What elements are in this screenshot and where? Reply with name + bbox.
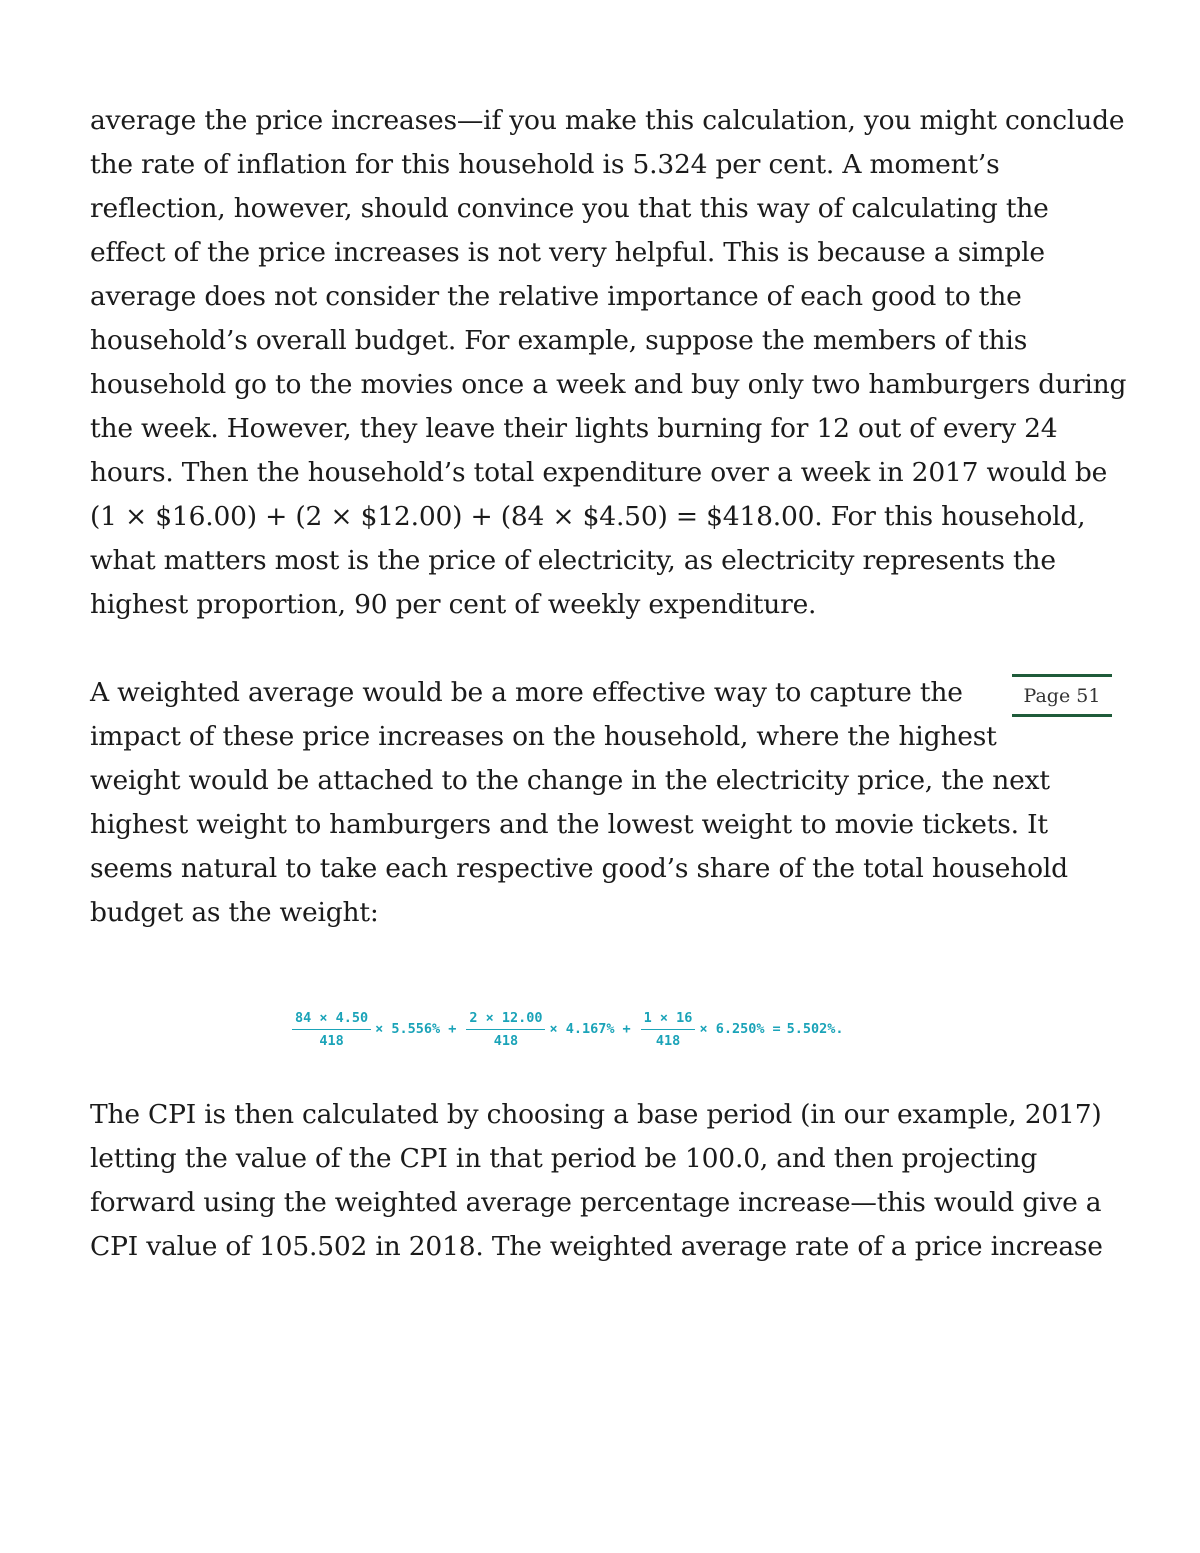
- text-line: highest weight to hamburgers and the lowest weight to movie tickets. It: [90, 809, 1048, 840]
- fraction-hamburgers: [466, 1009, 545, 1050]
- formula-term: × 6.250%: [699, 1021, 765, 1037]
- text-line: reflection, however, should convince you that this way of calculating the: [90, 193, 1049, 224]
- equals-operator: =: [772, 1021, 781, 1037]
- text-line: average the price increases—if you make this calculation, you might conclude: [90, 105, 1125, 136]
- text-line: effect of the price increases is not very helpful. This is because a simple: [90, 237, 1045, 268]
- paragraph-simple-average: [90, 99, 1126, 627]
- text-line: seems natural to take each respective good’s share of the total household: [90, 853, 1068, 884]
- page-number-label: Page 51: [1023, 684, 1101, 707]
- text-line: (1 × $16.00) + (2 × $12.00) + (84 × $4.50) = $418.00. For this household,: [90, 501, 1086, 532]
- text-line: hours. Then the household’s total expenditure over a week in 2017 would be: [90, 457, 1108, 488]
- formula-term: × 5.556%: [375, 1021, 441, 1037]
- fraction-numerator: 84 × 4.50: [292, 1009, 371, 1030]
- text-line: the rate of inflation for this household is 5.324 per cent. A moment’s: [90, 149, 1000, 180]
- text-line: forward using the weighted average percentage increase—this would give a: [90, 1187, 1102, 1218]
- fraction-denominator: 418: [493, 1032, 519, 1049]
- fraction-movies: [641, 1009, 696, 1050]
- text-line: highest proportion, 90 per cent of weekly expenditure.: [90, 589, 817, 620]
- text-line: average does not consider the relative importance of each good to the: [90, 281, 1022, 312]
- text-line: the week. However, they leave their lights burning for 12 out of every 24: [90, 413, 1058, 444]
- fraction-denominator: 418: [319, 1032, 344, 1049]
- fraction-numerator: 2 × 12.00: [466, 1009, 545, 1030]
- text-line: A weighted average would be a more effective way to capture the: [90, 677, 963, 708]
- text-line: budget as the weight:: [90, 897, 379, 928]
- text-line: letting the value of the CPI in that period be 100.0, and then projecting: [90, 1143, 1038, 1174]
- text-line: CPI value of 105.502 in 2018. The weighted average rate of a price increase: [90, 1231, 1103, 1262]
- text-line: household go to the movies once a week and buy only two hamburgers during: [90, 369, 1127, 400]
- text-line: The CPI is then calculated by choosing a base period (in our example, 2017): [90, 1099, 1102, 1130]
- fraction-denominator: 418: [655, 1032, 681, 1049]
- paragraph-weighted-average: [90, 671, 1068, 935]
- text-line: weight would be attached to the change in the electricity price, the next: [90, 765, 1050, 796]
- plus-operator: +: [622, 1021, 631, 1037]
- fraction-numerator: 1 × 16: [641, 1009, 696, 1030]
- fraction-electricity: [292, 1009, 371, 1050]
- paragraph-cpi-calculation: [90, 1093, 1103, 1269]
- formula-result: 5.502%.: [786, 1021, 844, 1037]
- text-line: impact of these price increases on the household, where the highest: [90, 721, 997, 752]
- formula-term: × 4.167%: [549, 1021, 615, 1037]
- weighted-average-formula: [288, 1006, 846, 1052]
- plus-operator: +: [448, 1021, 457, 1037]
- text-line: household’s overall budget. For example, suppose the members of this: [90, 325, 1028, 356]
- text-line: what matters most is the price of electricity, as electricity represents the: [90, 545, 1056, 576]
